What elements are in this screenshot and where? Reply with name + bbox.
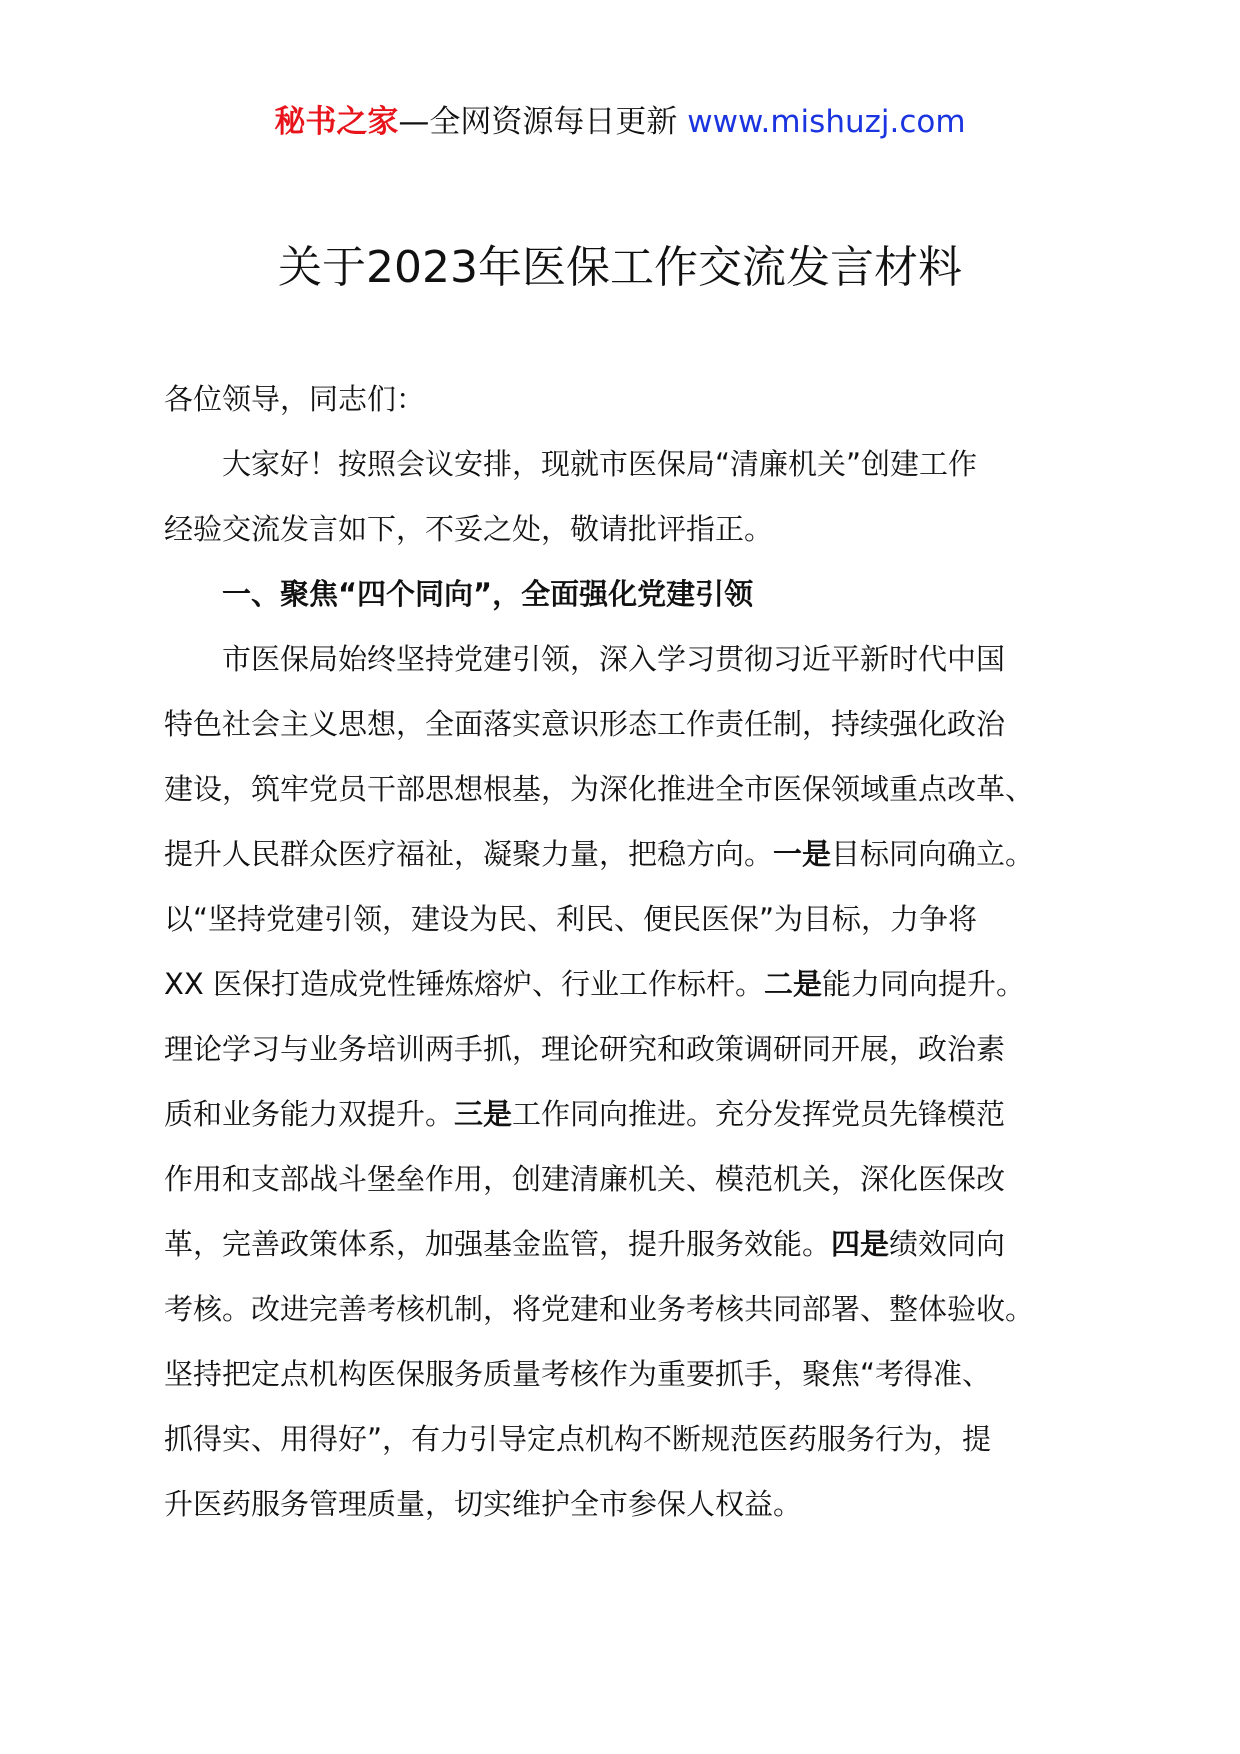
paragraph-line <box>164 627 1108 692</box>
text-run: 抓得实、用得好”，有力引导定点机构不断规范医药服务行为，提 <box>164 1422 992 1456</box>
paragraph-line <box>164 1407 1108 1472</box>
text-run: 特色社会主义思想，全面落实意识形态工作责任制，持续强化政治 <box>164 707 1006 741</box>
text-run: 作用和支部战斗堡垒作用，创建清廉机关、模范机关，深化医保改 <box>164 1162 1006 1196</box>
paragraph-line <box>164 1017 1108 1082</box>
paragraph-line <box>164 1147 1108 1212</box>
text-run: 理论学习与业务培训两手抓，理论研究和政策调研同开展，政治素 <box>164 1032 1006 1066</box>
text-run: 质和业务能力双提升。 <box>164 1097 455 1131</box>
intro-line: 经验交流发言如下，不妥之处，敬请批评指正。 <box>164 512 774 546</box>
section-paragraph <box>164 627 1108 1537</box>
document-body <box>164 367 1108 1537</box>
bold-keyword: 一是 <box>773 837 832 871</box>
intro-line: 大家好！按照会议安排，现就市医保局“清廉机关”创建工作 <box>222 447 978 481</box>
paragraph-line <box>164 1472 1108 1537</box>
text-run: 升医药服务管理质量，切实维护全市参保人权益。 <box>164 1487 803 1521</box>
text-run: 绩效同向 <box>889 1227 1006 1261</box>
text-run: XX 医保打造成党性锤炼熔炉、行业工作标杆。 <box>164 967 764 1001</box>
text-run: 市医保局始终坚持党建引领，深入学习贯彻习近平新时代中国 <box>222 642 1006 676</box>
text-run: 考核。改进完善考核机制，将党建和业务考核共同部署、整体验收。 <box>164 1292 1035 1326</box>
text-run: 目标同向确立。 <box>831 837 1035 871</box>
text-run: 能力同向提升。 <box>821 967 1025 1001</box>
text-run: 坚持把定点机构医保服务质量考核作为重要抓手，聚焦“考得准、 <box>164 1357 992 1391</box>
bold-keyword: 二是 <box>763 967 822 1001</box>
brand-name: 秘书之家 <box>274 104 399 140</box>
text-run: 提升人民群众医疗福祉，凝聚力量，把稳方向。 <box>164 837 774 871</box>
text-run: 革，完善政策体系，加强基金监管，提升服务效能。 <box>164 1227 832 1261</box>
text-run: 工作同向推进。充分发挥党员先锋模范 <box>512 1097 1006 1131</box>
paragraph-line <box>164 1212 1108 1277</box>
intro-paragraph <box>164 432 1108 562</box>
paragraph-line <box>164 887 1108 952</box>
text-run: 以“坚持党建引领，建设为民、利民、便民医保”为目标，力争将 <box>164 902 978 936</box>
site-url-link[interactable]: www.mishuzj.com <box>687 104 966 140</box>
bold-keyword: 三是 <box>454 1097 513 1131</box>
greeting: 各位领导，同志们： <box>164 382 426 416</box>
paragraph-line <box>164 1082 1108 1147</box>
page-header <box>0 100 1240 144</box>
paragraph-line <box>164 692 1108 757</box>
text-run: 建设，筑牢党员干部思想根基，为深化推进全市医保领域重点改革、 <box>164 772 1035 806</box>
bold-keyword: 四是 <box>831 1227 890 1261</box>
section-heading: 一、聚焦“四个同向”，全面强化党建引领 <box>222 577 754 611</box>
paragraph-line <box>164 822 1108 887</box>
document-title: 关于2023年医保工作交流发言材料 <box>278 242 962 293</box>
paragraph-line <box>164 757 1108 822</box>
header-slogan: —全网资源每日更新 <box>398 104 678 140</box>
paragraph-line <box>164 1277 1108 1342</box>
paragraph-line <box>164 1342 1108 1407</box>
paragraph-line <box>164 952 1108 1017</box>
